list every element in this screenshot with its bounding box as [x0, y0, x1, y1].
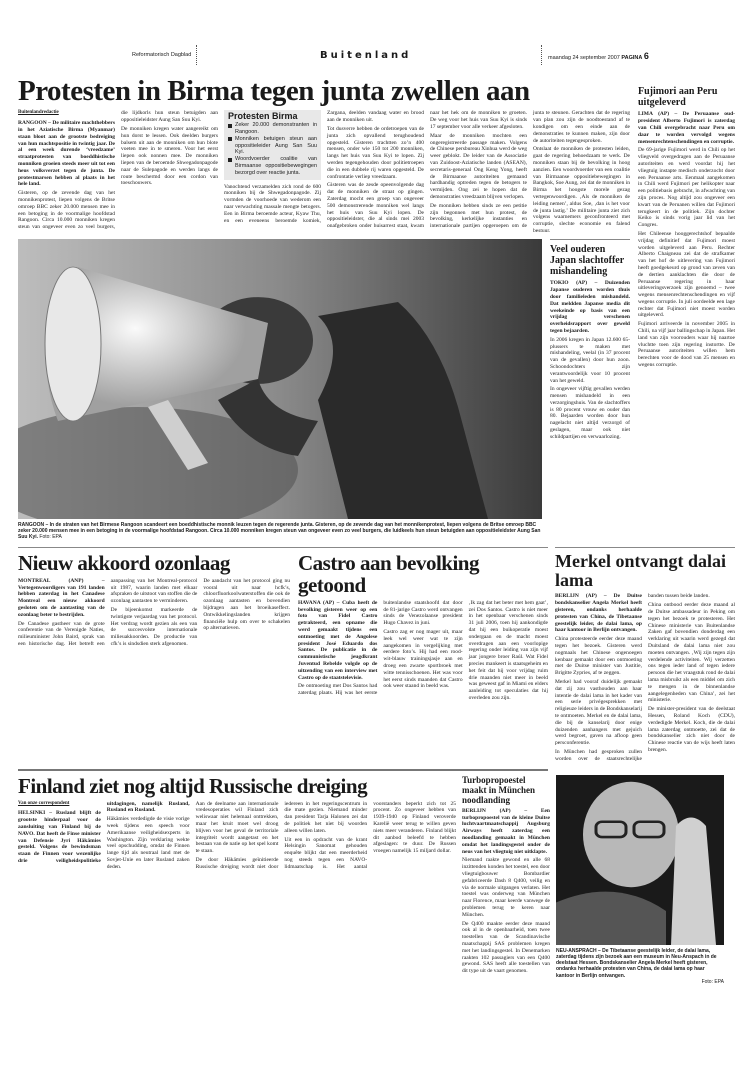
monk-photo: [18, 239, 542, 519]
photo-row: [18, 239, 630, 541]
merkel-headline: Merkel ontvangt dalai lama: [555, 550, 726, 590]
lead: BERLIJN (AP) – De Duitse bondskanselier Angela Merkel heeft gisteren, ondanks herhaalde protesten van China, de Tibetaanse geestelijk leider, de dalai lama, op haar kantoor in Berlijn ontvangen.: [555, 593, 642, 634]
ozon-headline: Nieuw akkoord ozonlaag: [18, 550, 230, 575]
lead: MONTREAL (ANP) – Vertegenwoordigers van 191 landen hebben zaterdag in het Canadese Montreal een nieuw akkoord gesloten om de aantasting van de ozonlaag beter te bestrijden.: [18, 577, 105, 618]
lead: LIMA (AP) – De Peruaanse oud-president Alberto Fujimori is zaterdag van Chili overgebracht naar Peru om daar te worden vervolgd wegens mensenrechtenschendingen en corruptie.: [638, 111, 735, 145]
lead: HELSINKI – Rusland blijft de grootste hinderpaal voor de aansluiting van Finland bij de NAVO. Dat heeft de Finse minister van Defensie Jyri Häkämies gesteld. Volgens de bewindsman staan de Finnen voor wezenlijke drie veiligheidspolitieke uitdagingen, namelijk Rusland, Rusland en Rusland.: [18, 800, 190, 864]
monk-photo-block: [18, 239, 542, 541]
paragraph: Aan de deelname aan internationale vredesoperaties wil Finland zich weliswaar niet helemaal onttrekken, maar het kruit moet wel droog blijven voor het geval de territoriale integriteit wordt aangetast en het bestaan van de natie op het spel komt te staan.: [195, 800, 279, 855]
paragraph: Tot dusverre hebben de ordetroepen van de junta zich opvallend terughoudend opgesteld. Gisteren trachtten zo’n 400 mensen, onder wie 150 tot 200 monniken, langs het huis van Suu Kyi te lopen. Zij werden tegengehouden door politietroepen die in een dubbele rij waren opgesteld. De confrontatie verliep vreedzaam.: [327, 126, 424, 180]
turboprop-headline: Turbopropoestel maakt in München noodlanding: [462, 774, 536, 805]
lead: BERLIJN (AP) – Een turbopropoestel van de kleine Duitse luchtvaartmaatschappij Augsburg Airways heeft zaterdag een noodlanding gemaakt in München omdat het landingsgestel onder de neus van het vliegtuig niet uitklapte.: [462, 807, 550, 855]
castro-headline: Castro aan bevolking getoond: [298, 550, 479, 597]
dalai-lama-caption: [556, 948, 724, 986]
page-label: PAGINA: [621, 55, 643, 61]
paragraph: Gisteren, op de zevende dag van het monnikenprotest, liepen volgens de Britse omroep BBC zeker 20.000 mensen mee in een betoging in de voormalige hoofdstad Rangoon. Circa 10.000 monniken kregen steun van ongeveer even zo veel burgers, die lijdkorls hun steun betuigden aan oppositieleidster Aung San Suu Kyi.: [18, 110, 218, 231]
turboprop-block: [462, 775, 550, 977]
divider: [550, 239, 630, 240]
paragraph: De monniken hebben sinds ze een petitie zijn begonnen met hun protest, de bevolking, kerkelijke instanties en internationale partijen opgeroepen om de junta te steunen. Gerachten dat de regering van plan zou zijn de noodtoestand af te kondigen om een einde aan de demonstraties te kunnen maken, zijn door de autoriteiten tegengesproken.: [430, 110, 630, 230]
dalai-lama-photo: [556, 775, 724, 945]
paragraph: Het Chileense hooggerechtshof bepaalde vrijdag definitief dat Fujimori moest worden uitgeleverd aan Peru. Rechter Alberto Chaigneau zei dat de strafkamer van het hof de uitlevering van Fujimori heeft goedgekeurd op grond van zeven van de dertien aanklachten die door de Peruaanse regering in haar uitleveringsverzoek zijn genoemd – twee wegens mensenrechtenschendingen en vijf wegens corruptie. In juli oordeelde een lage rechter dat Fujimori niet moest worden uitgeleverd.: [638, 230, 735, 319]
fact-item: Zeker 20.000 demonstranten in Rangoon.: [228, 122, 317, 136]
fact-item: Woordvoerder coalitie van Birmaanse oppositiebewegingen bezorgd over reactie junta.: [228, 156, 317, 176]
finland-block: [18, 775, 456, 871]
lead: TOKIO (AP) – Duizenden Japanse ouderen worden thuis door familieleden mishandeld. Dat meldden Japanse media dit weekeinde op basis van een vrijdag verschenen overheidsrapport over geweld tegen bejaarden.: [550, 280, 630, 334]
paragraph: ‚Ik zag dat het beter met hem gaat’, zei Dos Santos. Castro is niet meer in het openbaar verschenen sinds 31 juli 2006, toen hij aankondigde dat hij een buikoperatie moest ondergaan en de macht moest overdragen aan een voorlopige regering onder leiding van zijn vijf jaar jongere broer Raúl. Wat Fidel precies mankeert is staatsgeheim en het feit dat hij voor vrijdag ruim drie maanden niet meer in beeld was geweest gaf in Miami en elders aanleiding tot speculaties dat hij overleden zou zijn.: [468, 599, 548, 701]
top-section: [18, 76, 735, 541]
paragraph: Niemand raakte gewond en alle 68 inzittenden konden het toestel, een door vliegtuigbouwer Bombardier gefabriceerde Dash 8 Q400, veilig en via de normale uitgangen verlaten. Het toestel was onderweg van München naar Florence, maar keerde vanwege de problemen terug te keren naar München.: [462, 857, 550, 918]
paragraph: De aandacht van het protocol ging nu vooral uit naar hcfk’s, chloorfluorkoolwaterstoffen die ook de ozonlaag aantasten en bovendien bijdragen aan het broeikaseffect. Ontwikkelingslanden krijgen financiële hulp om over te schakelen op alternatieven.: [203, 577, 290, 632]
divider: [18, 547, 548, 548]
photo-caption: [18, 522, 542, 541]
paragraph: De 69-jarige Fujimori werd in Chili op het vliegveld overgedragen aan de Peruaanse autoriteiten en werd voordat hij het vliegtuig instapte medisch onderzocht door een Peruaanse arts. Eenmaal aangekomen in Chili werd Fujimori per helikopter naar een politiebasis gebracht, in afwachting van zijn proces. Nog altijd zou ongeveer een kwart van de Peruanen willen dat Fujimori terugkeert in de politiek. Zijn dochter Keiko is sinds vorig jaar lid van het Congres.: [638, 147, 735, 229]
paragraph: Merkel had vooraf duidelijk gemaakt dat zij zou vasthouden aan haar intentie de dalai lama in het kader van een serie privégesprekken met religieuze leiders in de Bondskanselarij te ontmoeten. Merkel en de dalai lama, die bij de kanselarij door enige duizenden aanhangers met gejuich werd begroet, gaven na afloop geen persconferentie.: [555, 679, 642, 747]
paragraph: China ontbood eerder deze maand al de Duitse ambassadeur in Peking om tegen het bezoek te protesteren. Het Chinese ministerie van Buitenlandse Zaken gaf bovendien donderdag een verklaring uit waarin werd gezegd dat Duitsland de dalai lama niet zou moeten ontvangen. ‚Wij zijn tegen zijn verdelende activiteiten. Wij verzetten ons tegen ieder land of tegen iedere persoon die het vraagstuk rond de dalai lama misbruikt als een middel om zich te mengen in de binnenlandse aangelegenheden van China’, zei het ministerie.: [648, 602, 735, 704]
bottom-section: [18, 775, 735, 986]
paragraph: Castro zag er nog mager uit, maar leek wel weer wat te zijn aangekomen in vergelijking met eerdere foto’s. Hij had een rood-wit-blauw trainingsjasje aan en droeg een zwarte sportbroek met witte tennisschoenen. Het was voor het eerst sinds maanden dat Castro ook weer staand in beeld was.: [383, 628, 463, 690]
paragraph: De door Häkämies geïnitieerde Russische dreiging wordt niet door iedereen in het regeringscentrum in die mate gezien. Niemand minder dan president Tarja Halonen zei dat de politiek het niet bij woorden alleen willen laten.: [195, 800, 368, 870]
birma-headline: Protesten in Birma tegen junta zwellen aan: [18, 75, 530, 107]
fact-box-title: Protesten Birma: [228, 111, 298, 122]
divider: [18, 769, 548, 771]
ozon-castro-row: [18, 552, 548, 702]
castro-block: [298, 552, 548, 702]
fujimori-article: [638, 111, 735, 368]
ozon-block: [18, 552, 290, 648]
finland-headline: Finland ziet nog altijd Russische dreiging: [18, 773, 368, 798]
birma-article: [18, 110, 630, 234]
paragraph: De Q400 maakte eerder deze maand ook al in de openbaarheid, toen twee toestellen van de Scandinavische maatschappij SAS problemen kregen met het landingsgestel. In Denemarken raakten 102 passagiers van een Q400 gewond. SAS heeft alle toestellen van dit type uit de vaart genomen.: [462, 920, 550, 975]
paragraph: Ontslaat de monniken de protesten leiden, gaat de regering behoedzaam te werk. De monniken staan bij de bevolking in hoog aanzien. Een woordvoerder van een coalitie van Birmaanse oppositiebewegingen in Bangkok, Soe Aung, zei dat de monniken in Birma het hoogste morele gezag vertegenwoordigen. ‚Als de monniken de leiding nemen’, aldus Soe, ‚dan is het voor de junta lastig.’ De militaire junta ziet zich volgens waarnemers geconfronteerd met corruptie, slechte economie en falend bestuur.: [533, 146, 630, 234]
page-number: 6: [643, 51, 649, 61]
page-content: [18, 76, 735, 985]
birma-block: [18, 76, 630, 541]
byline: Van onze correspondent: [18, 800, 70, 806]
photo-credit: Foto: EPA: [701, 979, 724, 986]
paragraph: Fujimori arriveerde in november 2005 in Chili, na vijf jaar ballingschap in Japan. Het land van zijn voorouders waar hij naartoe vluchtte toen zijn regering instortte. De Peruaanse autoriteiten willen hem berechten voor de dood van 25 mensen en wegens corruptie.: [638, 321, 735, 369]
section-title: Buitenland: [320, 50, 412, 61]
turboprop-article: [462, 808, 550, 975]
photo-credit: Foto: EPA: [39, 534, 62, 541]
finland-article: [18, 801, 456, 871]
paragraph: Uit een in opdracht van de krant Helsingin Sanomat gehouden enquête blijkt dat een meerderheid nog steeds tegen een NAVO-lidmaatschap is. Het aantal voorstanders beperkt zich tot 25 procent. Zo ongeveer hebben van 1939-1940 op Finland veroverde Karelië weer terug te willen geven niets meer veranderen. Finland blijkt dit aanbod beleefd te hebben afgeslagen: te duur. De Russen vroegen namelijk 15 miljard dollar.: [284, 800, 456, 870]
ozon-castro-block: [18, 547, 548, 702]
byline: Buitenlandredactie: [18, 110, 59, 116]
lead: RANGOON – De militaire machthebbers in het Aziatische Birma (Myanmar) staan bloot aan de grootste bedreiging van hun machtspositie in twintig jaar. De al een week durende ‘vreedzame’ straatprotesten van boeddhistische monniken groeien steeds meer uit tot een heus volksverzet tegen de junta. De protestmarsen hebben al plaats in het hele land.: [18, 120, 115, 188]
fujimori-headline: Fujimori aan Peru uitgeleverd: [638, 86, 718, 109]
paragraph: De monniken kregen water aangereikt om hun dorst te lessen. Ook deelden burgers balsem uit aan de monniken om hun blote voeten mee in te smeren. Voor het eerst liepen ook nonnen mee. De monniken liepen van de beroemde Shwegadonpagode naar de Sulepagode en werden langs de route beschermd door een cordon van toeschouwers.: [121, 126, 218, 187]
date: maandag 24 september 2007: [548, 55, 620, 61]
paragraph: Maar de monniken mochten een ongeregistreerde passage maken. Volgens de Chinese persbureau Xinhua werd de weg weer geblokt. De leider van de Associatie van Zuidoost-Aziatische landen (ASEAN), secretaris-generaal Ong Keng Yong, heeft de Birmaanse autoriteiten gemaand hardhandig optreden tegen de betogers te vermijden. Ong zei te hopen dat de demonstraties vreedzaam blijven verlopen.: [430, 132, 527, 200]
issue-date: [548, 51, 649, 61]
paragraph: In 2006 kregen in Japan 12.600 65-plussers te maken met mishandeling, veelal (in 37 procent van de gevallen) door hun zoon. Schoondochters zijn verantwoordelijk voor 10 procent van het geweld.: [550, 336, 630, 384]
fact-box: [224, 110, 321, 179]
paragraph: In ongeveer vijftig gevallen werden mensen mishandeld in een verzorgingshuis. Van de slachtoffers is 80 procent vrouw en ouder dan 80. Bejaarden worden door hun nagelacht niet altijd verzorgd of geslagen, maar ook niet schildpartijen en verwaarlozing.: [550, 386, 630, 440]
paragraph: De bijeenkomst markeerde de twintigste verjaardag van het protocol. Het verdrag wordt gezien als een van de succesvolste internationale milieuakkoorden. De productie van cfk’s is sindsdien sterk afgenomen.: [110, 606, 198, 647]
paragraph: Häkämies verdedigde de visie vorige week tijdens een speech voor Amerikaanse veiligheidsexperts in Washington. Zijn verklaring wekte veel opschudding, omdat de Finnen lange tijd als neutraal land met de Sovjet-Unie en later Rusland zaken deden.: [106, 816, 190, 870]
japan-block: [550, 239, 630, 443]
dalai-lama-block: [556, 775, 724, 986]
paragraph: Gisteren was de zesde opeenvolgende dag dat de monniken de straat op gingen. Zaterdag mocht een groep van ongeveer 500 demonstrerende monniken wel langs het huis van Suu Kyi lopen. De oppositieleidster, die al sinds mei 2003 onafgebroken onder huisarrest staat, kwam naar het hek om de monniken te groeten. De weg voor het huis van Suu Kyi is sinds 17 september voor alle verkeer afgesloten.: [327, 110, 527, 230]
paragraph: De minister-president van de deelstaat Hessen, Roland Koch (CDU), verdedigde Merkel. Koch, die de dalai lama zaterdag ontmoette, zei dat de bondskanselier zich niet door de Chinese reactie van de wijs heeft laten brengen.: [648, 706, 735, 753]
fact-item: Monniken betuigen steun aan oppositieleider Aung San Suu Kyi.: [228, 136, 317, 156]
merkel-article: [555, 593, 735, 762]
divider: [196, 45, 197, 65]
castro-article: [298, 600, 548, 702]
paragraph: Vanochtend verzamelden zich rond de 600 monniken bij de Shwegadonpagode. Zij vormden de voorhoede van wederom een naar verwachting massale mengte betogers. Een in Birma beroemde acteur, Kyaw Thu, en een eveneens beroemde komiek, Zargana, deelden vandaag water en brood aan de monniken uit.: [224, 110, 424, 224]
ozon-article: [18, 578, 290, 648]
divider: [541, 45, 542, 65]
middle-section: [18, 547, 735, 763]
fujimori-block: [638, 86, 735, 371]
paragraph: De ontmoeting met Dos Santos had zaterdag plaats. Hij was het eerste buitenlandse staatshoofd dat door de 81-jarige Castro werd ontvangen sinds de Venezolaanse president Hugo Chavez in juni.: [298, 599, 463, 697]
japan-headline: Veel ouderen Japan slachtoffer mishandeling: [550, 243, 624, 278]
caption-text: NEU-ANSPRACH – De Tibetaanse geestelijk leider, de dalai lama, zaterdag tijdens zijn bezoek aan een museum in Neu-Anspach in de deelstaat Hessen. Bondskanselier Angela Merkel heeft gisteren, ondanks herhaalde protesten van China, de dalai lama op haar kantoor in Berlijn ontvangen.: [556, 947, 717, 979]
caption-text: RANGOON – In de straten van het Birmese Rangoon scandeert een boeddhistische monnik leuzen tegen de regerende junta. Gisteren, op de zevende dag van het monnikenprotest, liepen volgens de Britse omroep BBC zeker 20.000 mensen mee in een betoging in de voormalige hoofdstad Rangoon. Circa 10.000 monniken kregen steun van ongeveer even zo veel burgers, die luidkeels hun steun betuigden aan oppositieleidster Aung San Suu Kyi.: [18, 521, 541, 541]
paper-name: Reformatorisch Dagblad: [132, 52, 192, 58]
paragraph: China protesteerde eerder deze maand tegen het bezoek. Gisteren werd nogmaals het Chinese ongenoegen kenbaar gemaakt door een ontmoeting met de Duitse minister van Justitie, Brigitte Zypries, af te zeggen.: [555, 636, 642, 677]
lead: HAVANA (AP) – Cuba heeft de bevolking gisteren weer op een foto van Fidel Castro getrakteerd, een opname die werd gemaakt tijdens een ontmoeting met de Angolese president José Eduardo dos Santos. De publicatie in de communistische jeugdkrant Juventud Rebelde volgde op de uitzending van een interview met Castro op de staatstelevisie.: [298, 599, 378, 681]
merkel-block: [555, 547, 735, 763]
paragraph: De Canadese gastheer van de grote conferentie van de Verenigde Naties, milieuminister John Baird, sprak van een historische dag. Het betreft een aanpassing van het Montreal-protocol uit 1987, waarin landen met elkaar afspraken de uitstoot van stoffen die de ozonlaag aantasten te verminderen.: [18, 577, 198, 647]
paragraph: In München had gesproken zullen worden over de staatsrechtelijke banden tussen beide landen.: [555, 593, 710, 762]
japan-article: [550, 280, 630, 440]
divider: [555, 547, 735, 548]
